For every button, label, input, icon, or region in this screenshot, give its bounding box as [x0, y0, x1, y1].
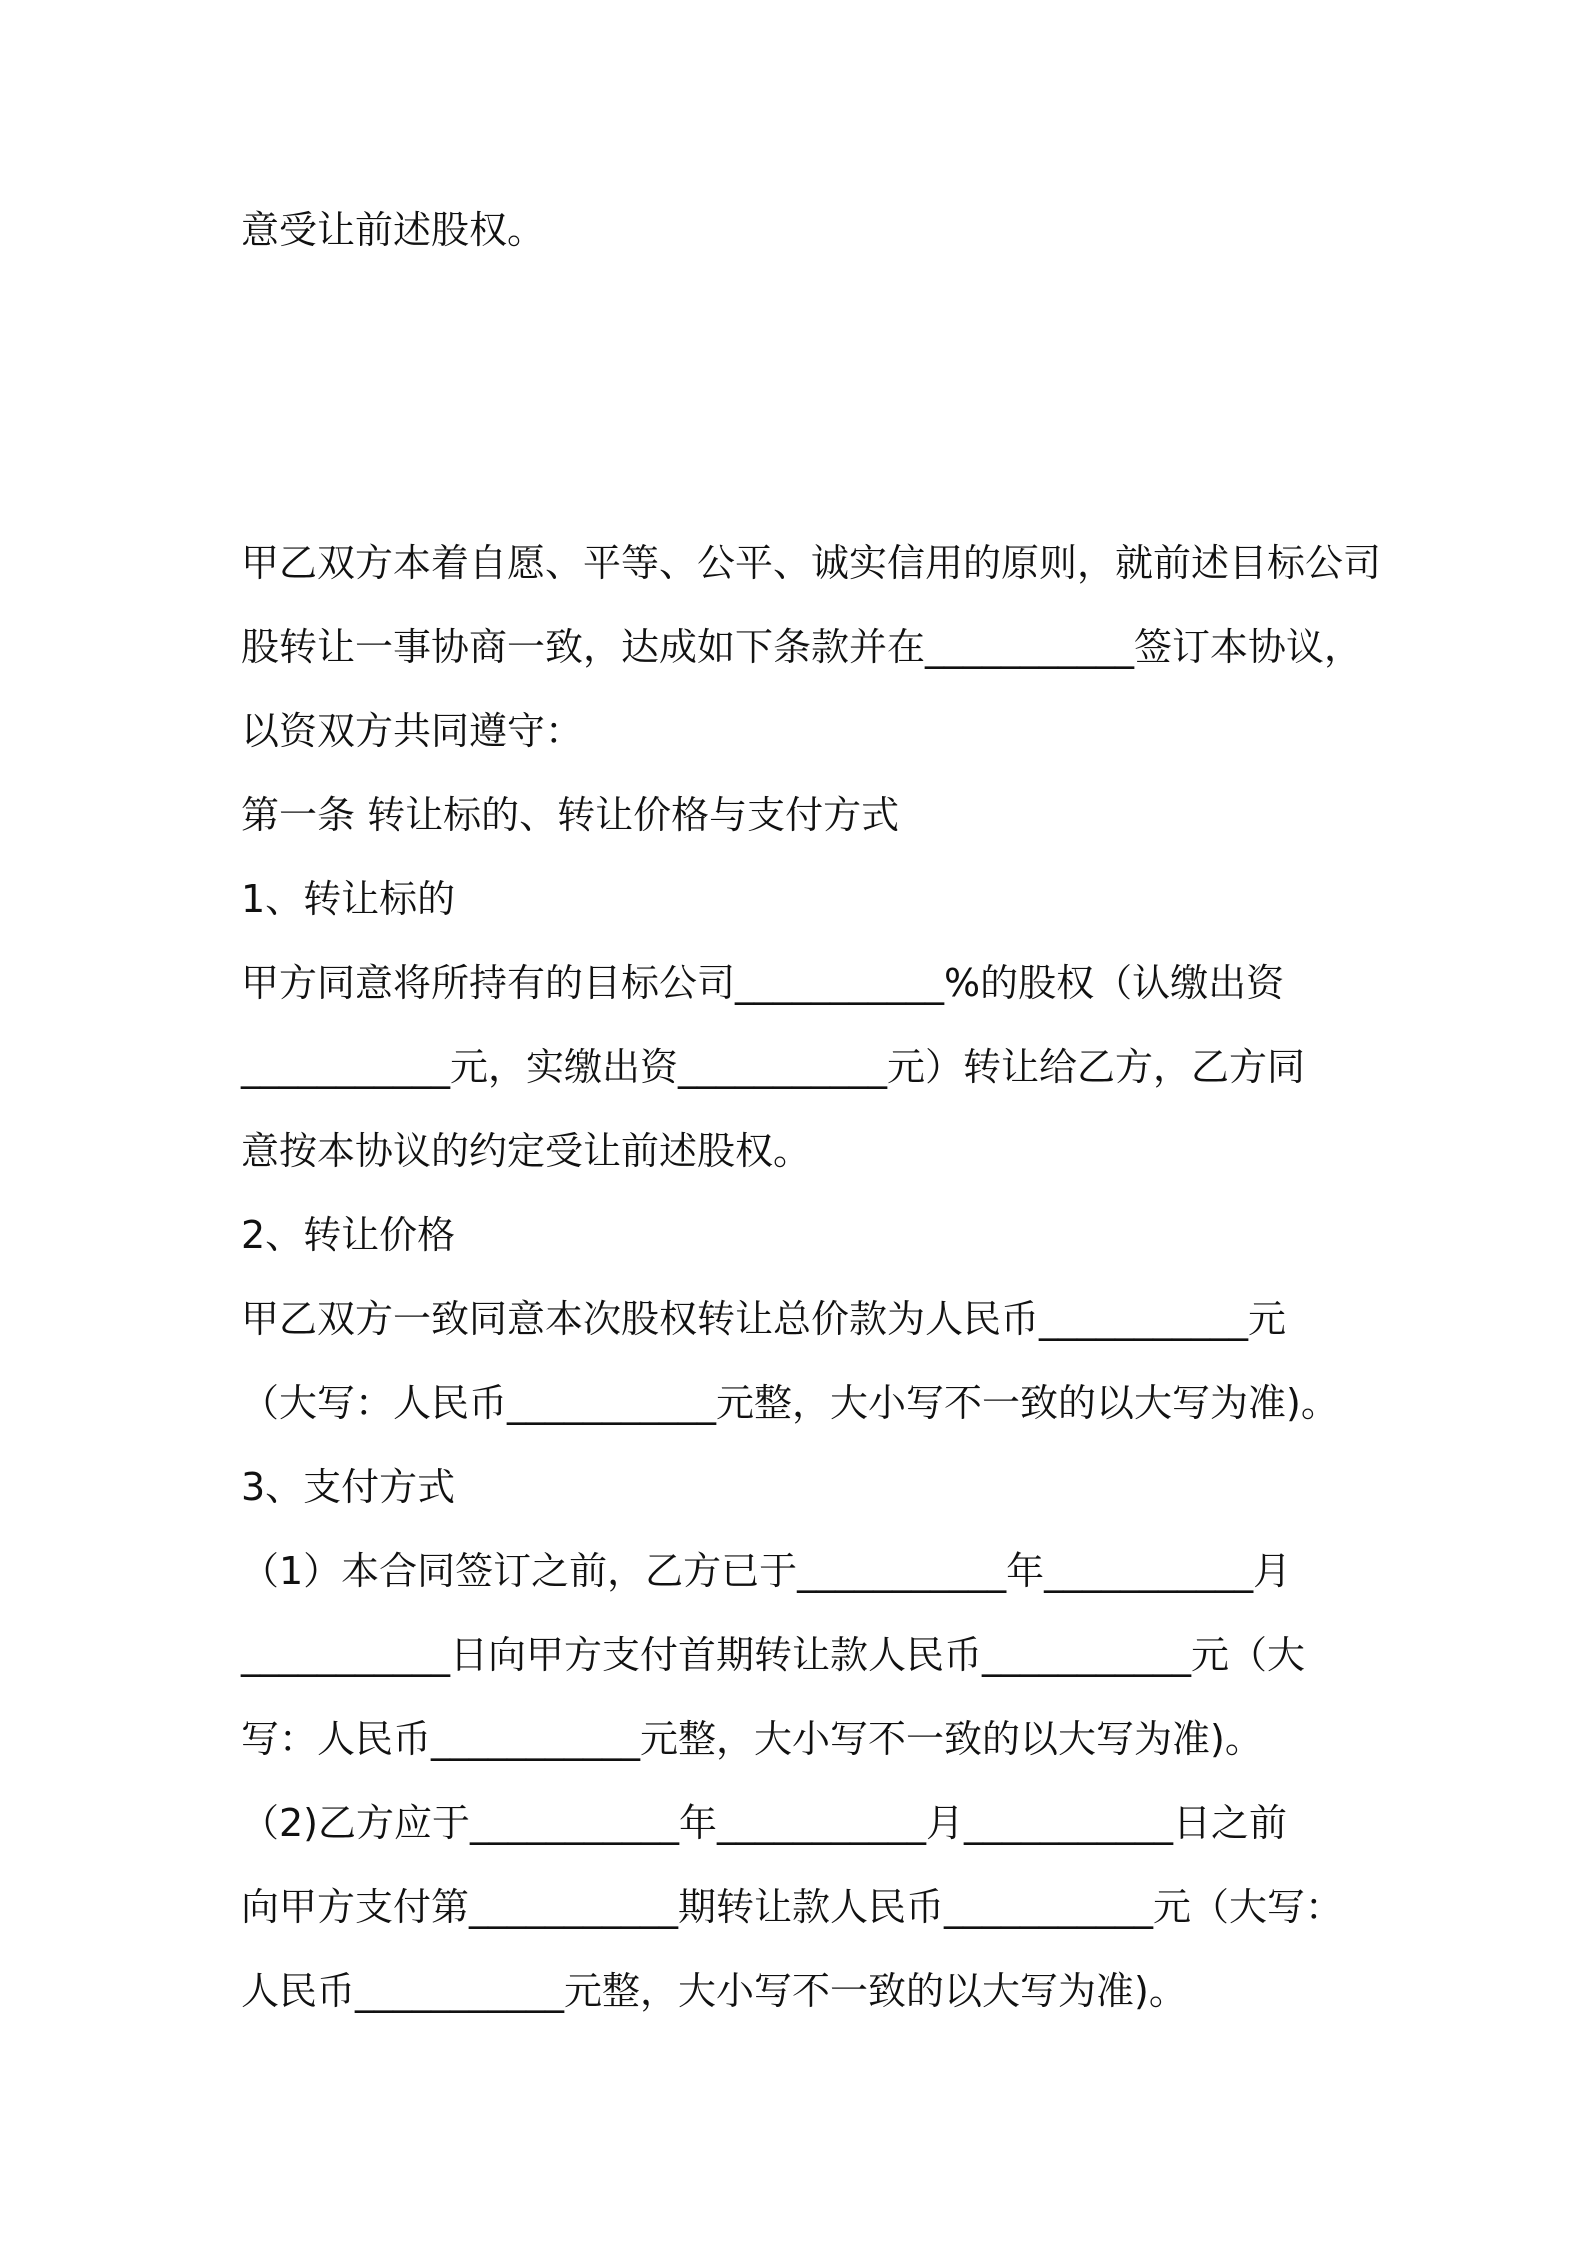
paragraph-line: 甲乙双方一致同意本次股权转让总价款为人民币___________元 [241, 1297, 1287, 1341]
paragraph-line: 甲乙双方本着自愿、平等、公平、诚实信用的原则，就前述目标公司 [241, 541, 1382, 585]
paragraph-line: （大写：人民币___________元整，大小写不一致的以大写为准)。 [241, 1381, 1339, 1425]
paragraph-line: 意受让前述股权。 [241, 208, 546, 252]
paragraph-line: 人民币___________元整，大小写不一致的以大写为准)。 [241, 1969, 1187, 2013]
section-heading: 2、转让价格 [241, 1213, 456, 1257]
paragraph-line: ___________日向甲方支付首期转让款人民币___________元（大 [241, 1633, 1306, 1677]
paragraph-line: （2)乙方应于___________年___________月___________日之前 [241, 1801, 1288, 1845]
paragraph-line: ___________元，实缴出资___________元）转让给乙方，乙方同 [241, 1045, 1306, 1089]
section-heading: 1、转让标的 [241, 877, 456, 921]
paragraph-line: （1）本合同签订之前，乙方已于___________年___________月 [241, 1549, 1292, 1593]
section-heading: 3、支付方式 [241, 1465, 456, 1509]
paragraph-line: 甲方同意将所持有的目标公司___________%的股权（认缴出资 [241, 961, 1285, 1005]
article-heading: 第一条 转让标的、转让价格与支付方式 [241, 793, 900, 837]
paragraph-line: 向甲方支付第___________期转让款人民币___________元（大写： [241, 1885, 1344, 1929]
paragraph-line: 写：人民币___________元整，大小写不一致的以大写为准)。 [241, 1717, 1263, 1761]
paragraph-line: 股转让一事协商一致，达成如下条款并在___________签订本协议， [241, 625, 1363, 669]
paragraph-line: 以资双方共同遵守： [241, 709, 584, 753]
paragraph-line: 意按本协议的约定受让前述股权。 [241, 1129, 812, 1173]
